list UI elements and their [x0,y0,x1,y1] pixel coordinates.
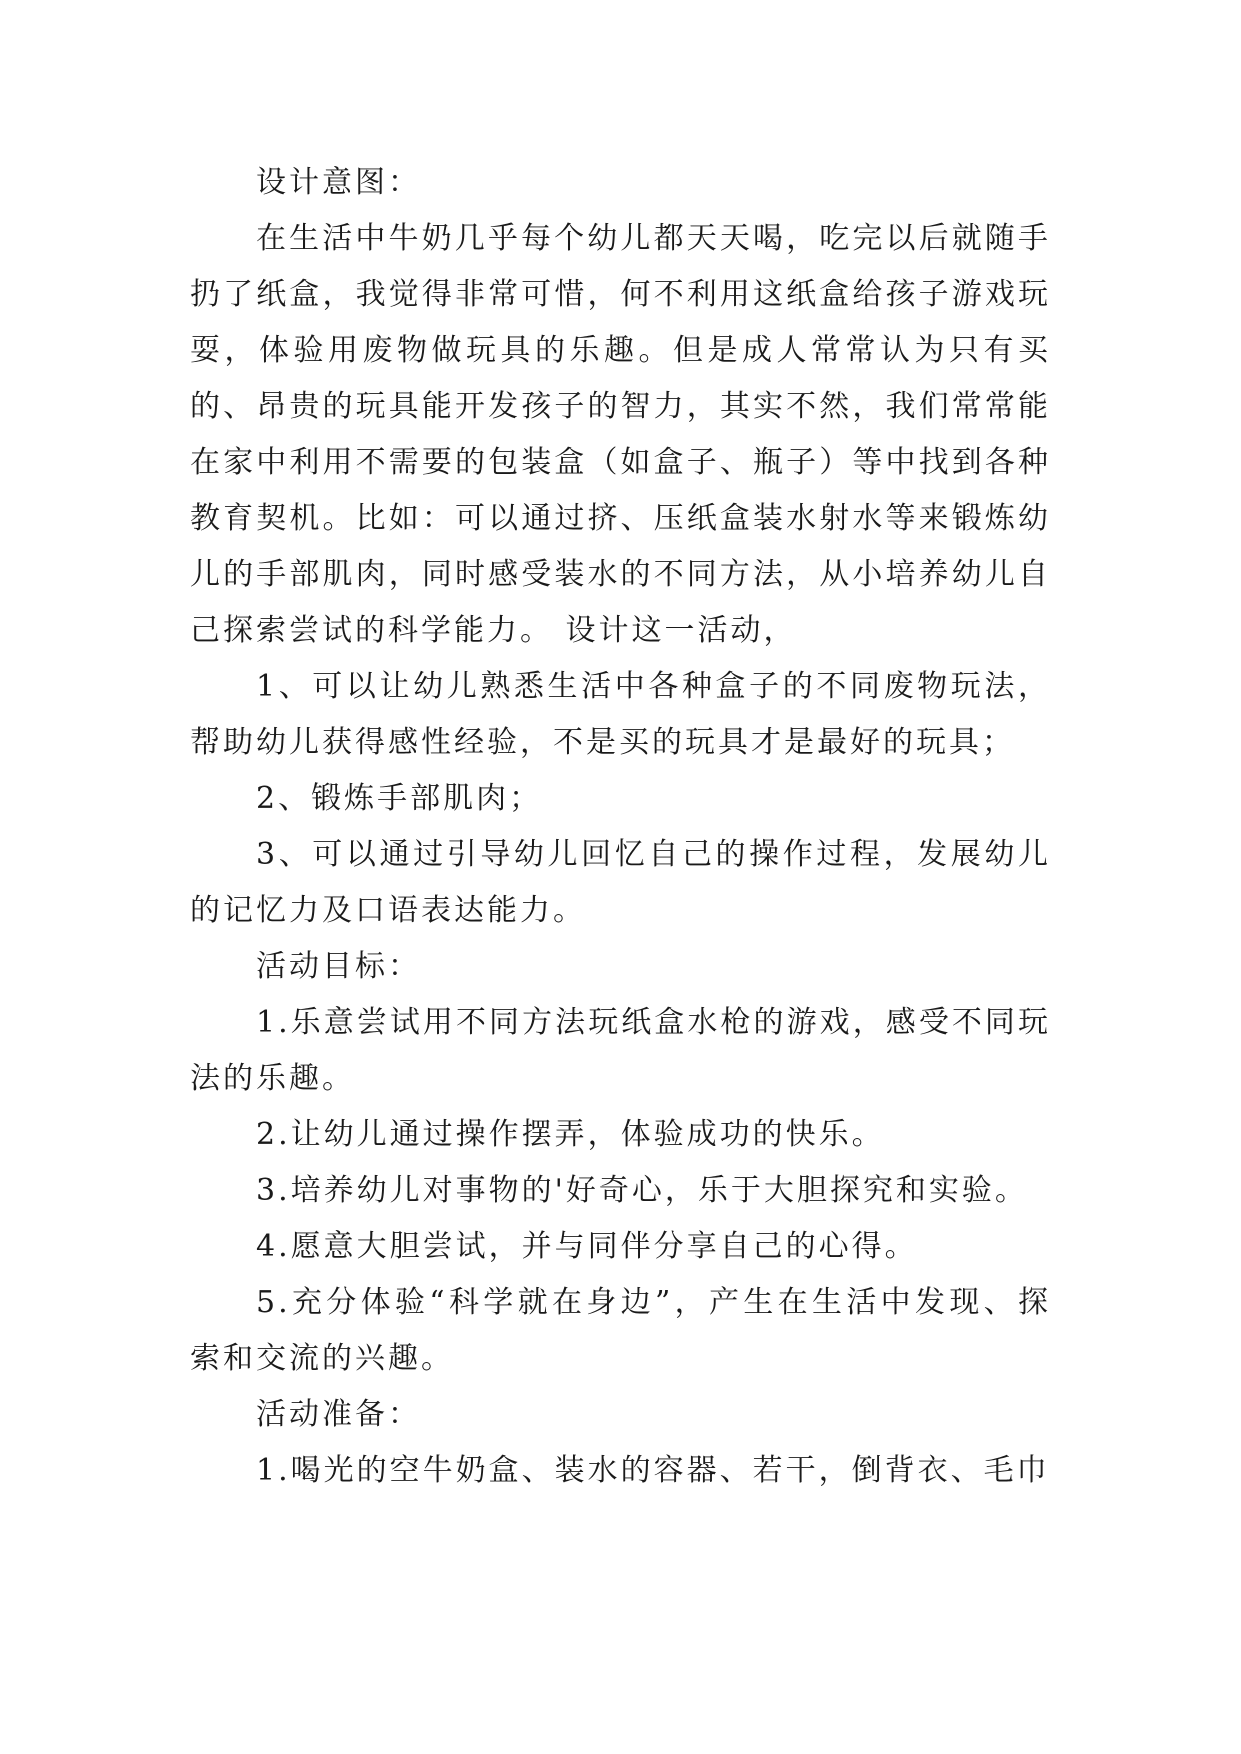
list-item-goal-5: 5.充分体验“科学就在身边”，产生在生活中发现、探索和交流的兴趣。 [190,1285,1051,1376]
document-body [190,155,1051,1499]
heading-activity-goals: 活动目标： [256,949,421,984]
list-item-goal-4: 4.愿意大胆尝试，并与同伴分享自己的心得。 [256,1229,918,1264]
list-item-goal-3: 3.培养幼儿对事物的'好奇心，乐于大胆探究和实验。 [256,1173,1028,1208]
list-item-goal-1: 1.乐意尝试用不同方法玩纸盒水枪的游戏，感受不同玩法的乐趣。 [190,1005,1051,1096]
paragraph-design-intent-body: 在生活中牛奶几乎每个幼儿都天天喝，吃完以后就随手扔了纸盒，我觉得非常可惜，何不利用这纸盒给孩子游戏玩耍，体验用废物做玩具的乐趣。但是成人常常认为只有买的、昂贵的玩具能开发孩子的智力，其实不然，我们常常能在家中利用不需要的包装盒（如盒子、瓶子）等中找到各种教育契机。比如：可以通过挤、压纸盒装水射水等来锻炼幼儿的手部肌肉，同时感受装水的不同方法，从小培养幼儿自己探索尝试的科学能力。 设计这一活动， [190,221,1051,648]
list-item-purpose-2: 2、锻炼手部肌肉； [256,781,543,816]
heading-design-intent: 设计意图： [256,165,421,200]
list-item-purpose-1: 1、可以让幼儿熟悉生活中各种盒子的不同废物玩法，帮助幼儿获得感性经验，不是买的玩具才是最好的玩具； [190,669,1051,760]
list-item-preparation-1: 1.喝光的空牛奶盒、装水的容器、若干，倒背衣、毛巾 [256,1453,1050,1488]
list-item-purpose-3: 3、可以通过引导幼儿回忆自己的操作过程，发展幼儿的记忆力及口语表达能力。 [190,837,1051,928]
list-item-goal-2: 2.让幼儿通过操作摆弄，体验成功的快乐。 [256,1117,885,1152]
heading-activity-preparation: 活动准备： [256,1397,421,1432]
